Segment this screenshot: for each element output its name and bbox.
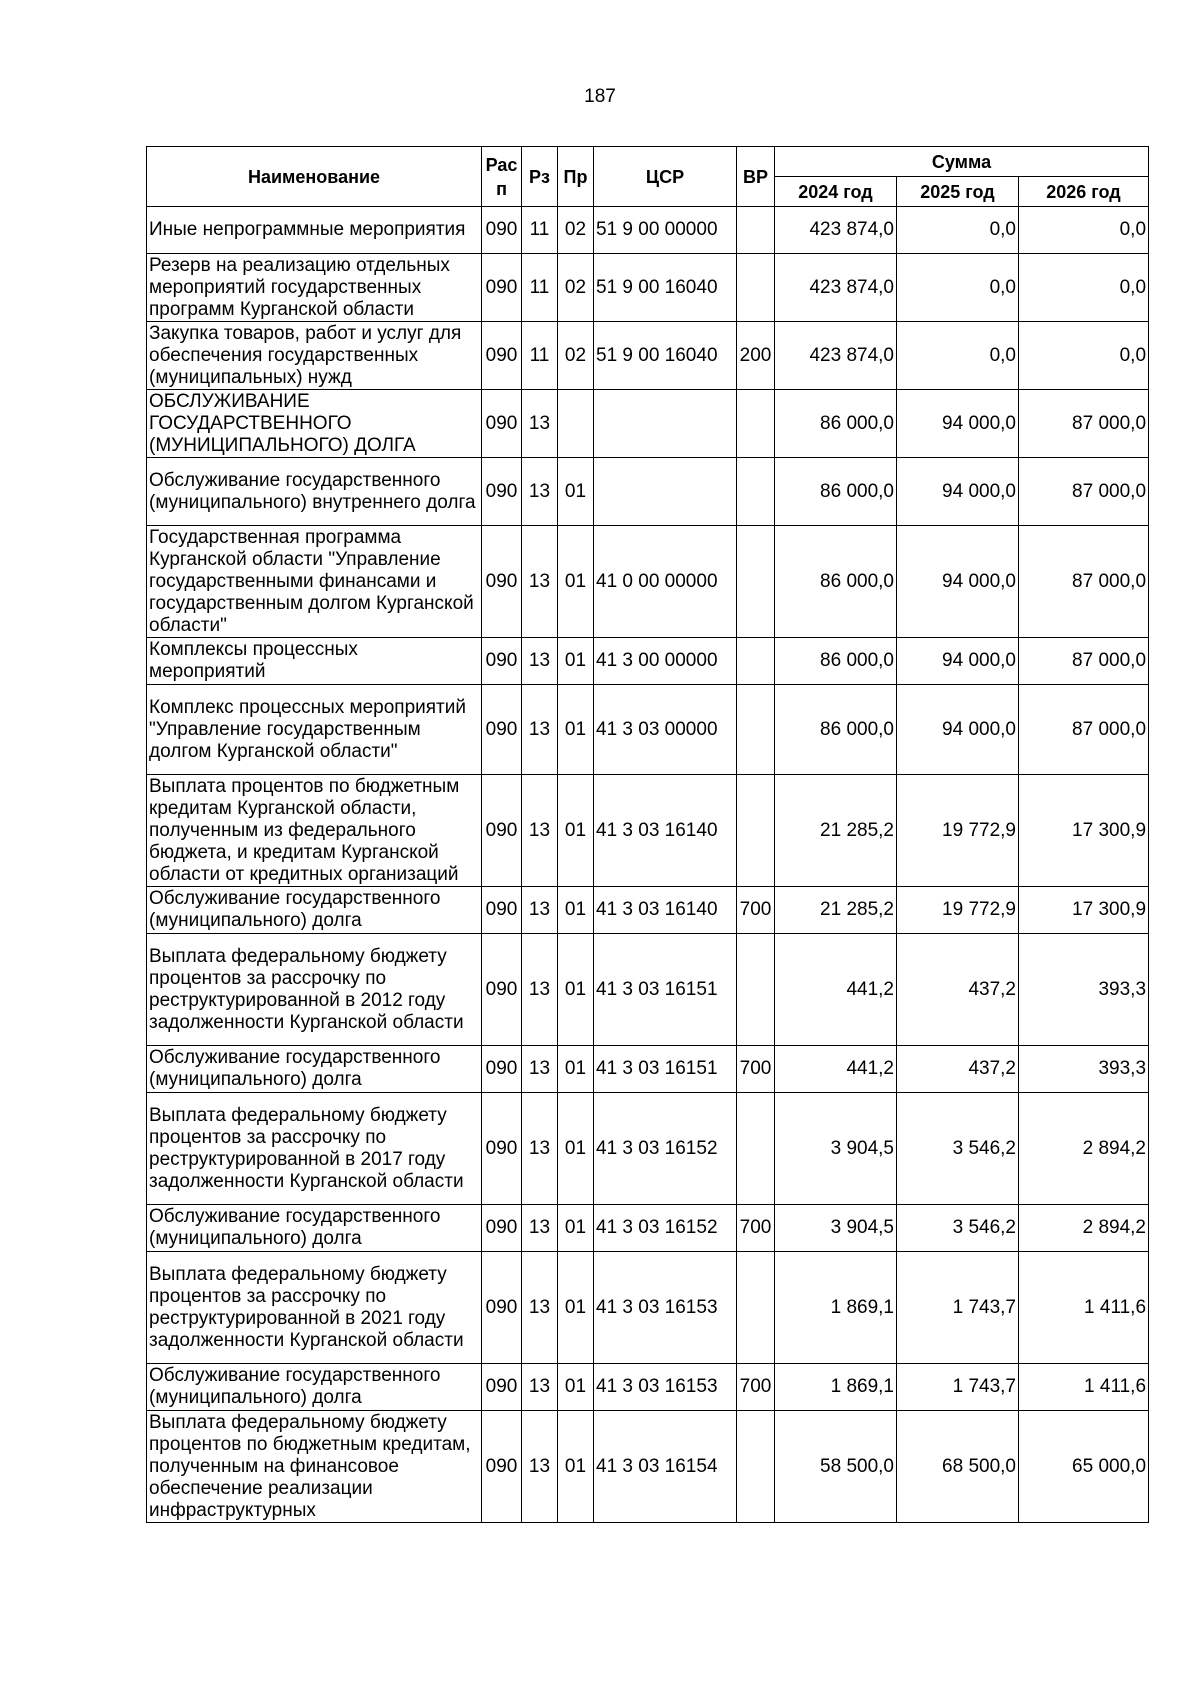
row-vr	[737, 254, 775, 322]
row-sum-2024: 21 285,2	[775, 887, 897, 934]
row-csr: 41 3 03 00000	[594, 685, 737, 775]
row-csr: 41 3 03 16140	[594, 887, 737, 934]
table-row	[147, 638, 1149, 685]
row-vr: 700	[737, 1364, 775, 1411]
row-sum-2026: 87 000,0	[1019, 390, 1149, 458]
table-row	[147, 1252, 1149, 1364]
table-row	[147, 322, 1149, 390]
row-vr	[737, 390, 775, 458]
row-csr: 41 3 03 16153	[594, 1364, 737, 1411]
row-name: Комплексы процессных мероприятий	[147, 638, 482, 685]
row-sum-2024: 1 869,1	[775, 1364, 897, 1411]
row-name: Обслуживание государственного (муниципального) долга	[147, 1364, 482, 1411]
row-sum-2025: 437,2	[897, 1046, 1019, 1093]
row-sum-2024: 3 904,5	[775, 1093, 897, 1205]
row-sum-2026: 65 000,0	[1019, 1411, 1149, 1523]
row-pr: 01	[558, 775, 594, 887]
page-number: 187	[584, 86, 616, 107]
row-name: Резерв на реализацию отдельных мероприятий государственных программ Курганской области	[147, 254, 482, 322]
table-row	[147, 1411, 1149, 1523]
row-csr: 41 3 03 16153	[594, 1252, 737, 1364]
row-rz: 13	[522, 934, 558, 1046]
row-sum-2026: 393,3	[1019, 934, 1149, 1046]
row-rz: 13	[522, 458, 558, 526]
row-csr: 41 3 00 00000	[594, 638, 737, 685]
row-sum-2026: 2 894,2	[1019, 1205, 1149, 1252]
row-vr	[737, 685, 775, 775]
row-sum-2025: 94 000,0	[897, 685, 1019, 775]
row-sum-2026: 87 000,0	[1019, 685, 1149, 775]
row-name: Обслуживание государственного (муниципального) внутреннего долга	[147, 458, 482, 526]
row-sum-2025: 3 546,2	[897, 1093, 1019, 1205]
row-csr: 41 3 03 16154	[594, 1411, 737, 1523]
row-pr: 01	[558, 934, 594, 1046]
row-rz: 13	[522, 1205, 558, 1252]
row-rz: 13	[522, 1411, 558, 1523]
row-csr: 41 0 00 00000	[594, 526, 737, 638]
row-csr: 41 3 03 16152	[594, 1093, 737, 1205]
row-vr	[737, 775, 775, 887]
row-sum-2024: 86 000,0	[775, 526, 897, 638]
row-sum-2024: 86 000,0	[775, 638, 897, 685]
row-pr: 01	[558, 1411, 594, 1523]
row-pr: 01	[558, 1093, 594, 1205]
row-sum-2024: 441,2	[775, 1046, 897, 1093]
row-sum-2026: 87 000,0	[1019, 526, 1149, 638]
row-vr	[737, 638, 775, 685]
row-rz: 11	[522, 322, 558, 390]
row-rz: 13	[522, 526, 558, 638]
row-pr: 01	[558, 458, 594, 526]
row-rasp: 090	[482, 526, 522, 638]
row-name: Выплата процентов по бюджетным кредитам Курганской области, полученным из федерального бюджета, и кредитам Курганской области от кредитных организаций	[147, 775, 482, 887]
row-sum-2024: 1 869,1	[775, 1252, 897, 1364]
row-sum-2024: 423 874,0	[775, 254, 897, 322]
row-pr	[558, 390, 594, 458]
row-name: Обслуживание государственного (муниципального) долга	[147, 1205, 482, 1252]
row-sum-2024: 86 000,0	[775, 458, 897, 526]
table-row	[147, 1205, 1149, 1252]
row-sum-2026: 393,3	[1019, 1046, 1149, 1093]
row-rz: 13	[522, 1252, 558, 1364]
table-row	[147, 685, 1149, 775]
row-vr	[737, 1411, 775, 1523]
row-rz: 13	[522, 1046, 558, 1093]
table-body	[147, 207, 1149, 1523]
row-csr: 41 3 03 16151	[594, 1046, 737, 1093]
row-vr	[737, 207, 775, 254]
row-rz: 13	[522, 638, 558, 685]
row-sum-2025: 0,0	[897, 254, 1019, 322]
row-sum-2025: 0,0	[897, 207, 1019, 254]
table-row	[147, 526, 1149, 638]
row-rz: 11	[522, 254, 558, 322]
row-name: Закупка товаров, работ и услуг для обеспечения государственных (муниципальных) нужд	[147, 322, 482, 390]
row-sum-2024: 86 000,0	[775, 685, 897, 775]
table-row	[147, 458, 1149, 526]
row-pr: 02	[558, 207, 594, 254]
row-rasp: 090	[482, 322, 522, 390]
row-pr: 01	[558, 638, 594, 685]
row-pr: 02	[558, 254, 594, 322]
row-sum-2026: 17 300,9	[1019, 775, 1149, 887]
row-pr: 01	[558, 685, 594, 775]
row-vr: 200	[737, 322, 775, 390]
row-sum-2026: 0,0	[1019, 254, 1149, 322]
row-sum-2024: 3 904,5	[775, 1205, 897, 1252]
row-rasp: 090	[482, 1252, 522, 1364]
budget-table	[146, 146, 1149, 1523]
table-row	[147, 1046, 1149, 1093]
row-rz: 11	[522, 207, 558, 254]
row-sum-2026: 87 000,0	[1019, 638, 1149, 685]
row-rz: 13	[522, 887, 558, 934]
row-csr: 41 3 03 16151	[594, 934, 737, 1046]
row-pr: 01	[558, 526, 594, 638]
row-sum-2026: 0,0	[1019, 207, 1149, 254]
row-rasp: 090	[482, 1411, 522, 1523]
row-rz: 13	[522, 1093, 558, 1205]
row-name: Иные непрограммные мероприятия	[147, 207, 482, 254]
row-rasp: 090	[482, 638, 522, 685]
row-sum-2025: 19 772,9	[897, 887, 1019, 934]
row-rasp: 090	[482, 1364, 522, 1411]
table-row	[147, 887, 1149, 934]
row-rz: 13	[522, 685, 558, 775]
header-vr: ВР	[737, 147, 775, 207]
row-rasp: 090	[482, 1046, 522, 1093]
row-sum-2024: 21 285,2	[775, 775, 897, 887]
row-vr	[737, 1093, 775, 1205]
table-row	[147, 390, 1149, 458]
row-sum-2025: 68 500,0	[897, 1411, 1019, 1523]
row-vr	[737, 934, 775, 1046]
table-row	[147, 1364, 1149, 1411]
row-name: Выплата федеральному бюджету процентов за рассрочку по реструктурированной в 2021 году задолженности Курганской области	[147, 1252, 482, 1364]
header-year-2026: 2026 год	[1019, 177, 1149, 207]
row-sum-2026: 0,0	[1019, 322, 1149, 390]
row-csr: 51 9 00 16040	[594, 322, 737, 390]
row-pr: 01	[558, 887, 594, 934]
header-pr: Пр	[558, 147, 594, 207]
row-sum-2025: 19 772,9	[897, 775, 1019, 887]
row-vr: 700	[737, 887, 775, 934]
row-sum-2025: 437,2	[897, 934, 1019, 1046]
row-csr	[594, 458, 737, 526]
table-row	[147, 207, 1149, 254]
row-rz: 13	[522, 1364, 558, 1411]
row-sum-2025: 3 546,2	[897, 1205, 1019, 1252]
row-sum-2024: 441,2	[775, 934, 897, 1046]
row-pr: 01	[558, 1364, 594, 1411]
row-rasp: 090	[482, 1205, 522, 1252]
row-sum-2025: 94 000,0	[897, 458, 1019, 526]
row-pr: 01	[558, 1252, 594, 1364]
row-name: Комплекс процессных мероприятий "Управление государственным долгом Курганской области"	[147, 685, 482, 775]
row-name: Государственная программа Курганской области "Управление государственными финансами и государственным долгом Курганской области"	[147, 526, 482, 638]
header-rasp-text: Рас п	[485, 154, 518, 199]
row-sum-2026: 87 000,0	[1019, 458, 1149, 526]
row-sum-2026: 1 411,6	[1019, 1252, 1149, 1364]
row-name: Выплата федеральному бюджету процентов по бюджетным кредитам, полученным на финансовое обеспечение реализации инфраструктурных	[147, 1411, 482, 1523]
header-csr: ЦСР	[594, 147, 737, 207]
row-vr	[737, 526, 775, 638]
header-rasp	[482, 147, 522, 207]
row-vr	[737, 1252, 775, 1364]
row-pr: 01	[558, 1046, 594, 1093]
table-row	[147, 254, 1149, 322]
row-sum-2025: 1 743,7	[897, 1364, 1019, 1411]
row-name: ОБСЛУЖИВАНИЕ ГОСУДАРСТВЕННОГО (МУНИЦИПАЛЬНОГО) ДОЛГА	[147, 390, 482, 458]
header-rz: Рз	[522, 147, 558, 207]
row-name: Обслуживание государственного (муниципального) долга	[147, 887, 482, 934]
row-name: Обслуживание государственного (муниципального) долга	[147, 1046, 482, 1093]
row-sum-2026: 17 300,9	[1019, 887, 1149, 934]
row-rasp: 090	[482, 934, 522, 1046]
row-csr	[594, 390, 737, 458]
row-rasp: 090	[482, 685, 522, 775]
row-sum-2024: 58 500,0	[775, 1411, 897, 1523]
row-rasp: 090	[482, 887, 522, 934]
row-sum-2025: 0,0	[897, 322, 1019, 390]
header-sum: Сумма	[775, 147, 1149, 177]
row-rasp: 090	[482, 390, 522, 458]
row-sum-2024: 86 000,0	[775, 390, 897, 458]
row-rasp: 090	[482, 207, 522, 254]
row-rasp: 090	[482, 458, 522, 526]
row-rasp: 090	[482, 775, 522, 887]
row-vr	[737, 458, 775, 526]
row-sum-2025: 94 000,0	[897, 638, 1019, 685]
header-year-2025: 2025 год	[897, 177, 1019, 207]
row-sum-2025: 94 000,0	[897, 526, 1019, 638]
row-vr: 700	[737, 1046, 775, 1093]
header-year-2024: 2024 год	[775, 177, 897, 207]
table-row	[147, 934, 1149, 1046]
row-csr: 41 3 03 16140	[594, 775, 737, 887]
table-row	[147, 775, 1149, 887]
row-csr: 51 9 00 00000	[594, 207, 737, 254]
row-rz: 13	[522, 390, 558, 458]
row-sum-2024: 423 874,0	[775, 322, 897, 390]
header-name: Наименование	[147, 147, 482, 207]
row-vr: 700	[737, 1205, 775, 1252]
row-rz: 13	[522, 775, 558, 887]
row-rasp: 090	[482, 254, 522, 322]
row-pr: 01	[558, 1205, 594, 1252]
table-row	[147, 1093, 1149, 1205]
row-name: Выплата федеральному бюджету процентов за рассрочку по реструктурированной в 2017 году задолженности Курганской области	[147, 1093, 482, 1205]
row-sum-2025: 1 743,7	[897, 1252, 1019, 1364]
row-sum-2025: 94 000,0	[897, 390, 1019, 458]
row-sum-2026: 1 411,6	[1019, 1364, 1149, 1411]
row-csr: 41 3 03 16152	[594, 1205, 737, 1252]
row-name: Выплата федеральному бюджету процентов за рассрочку по реструктурированной в 2012 году задолженности Курганской области	[147, 934, 482, 1046]
row-sum-2024: 423 874,0	[775, 207, 897, 254]
row-pr: 02	[558, 322, 594, 390]
row-csr: 51 9 00 16040	[594, 254, 737, 322]
row-rasp: 090	[482, 1093, 522, 1205]
row-sum-2026: 2 894,2	[1019, 1093, 1149, 1205]
